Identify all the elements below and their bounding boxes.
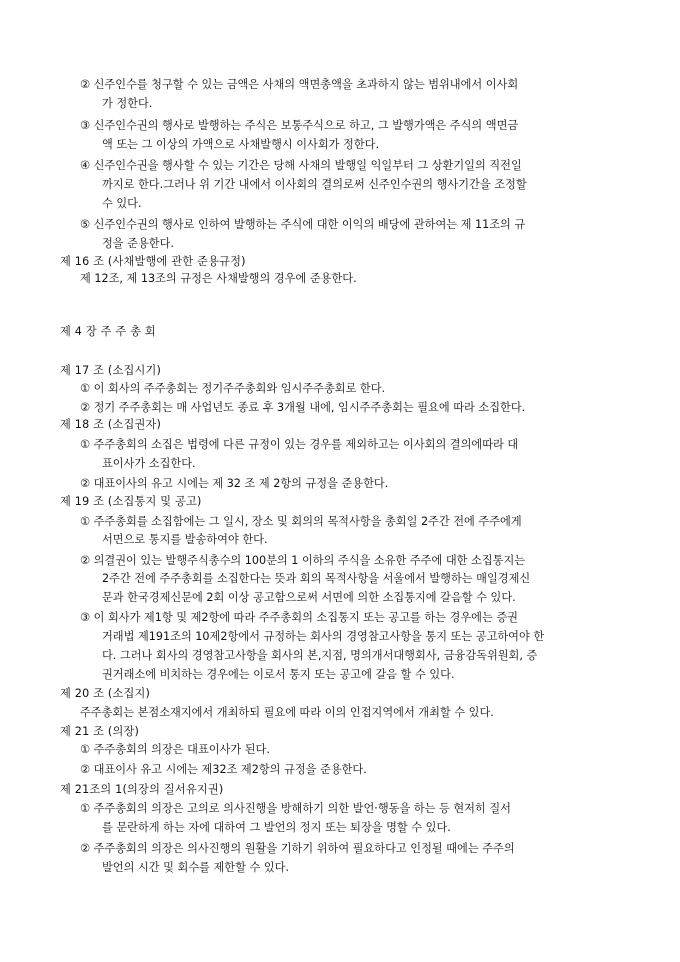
clause-17-heading: 제 17 조 (소집시기): [60, 364, 162, 377]
clause-18-item-1-cont: 표이사가 소집한다.: [102, 457, 196, 470]
clause-20-body: 주주총회는 본점소재지에서 개최하되 필요에 따라 이의 인접지역에서 개최할 수 있다.: [80, 706, 494, 719]
clause-21-heading: 제 21 조 (의장): [60, 725, 140, 738]
clause-17-item-1: ① 이 회사의 주주총회는 정기주주총회와 임시주주총회로 한다.: [80, 382, 386, 395]
clause-18-item-1: ① 주주총회의 소집은 법령에 다른 규정이 있는 경우를 제외하고는 이사회의 결의에따라 대: [80, 438, 519, 451]
clause-19-item-3: ③ 이 회사가 제1항 및 제2항에 따라 주주총회의 소집통지 또는 공고를 하는 경우에는 증권: [80, 611, 518, 624]
chapter-4-heading: 제 4 장 주 주 총 회: [60, 325, 156, 338]
clause-15-item-3: ③ 신주인수권의 행사로 발행하는 주식은 보통주식으로 하고, 그 발행가액은 주식의 액면금: [80, 119, 519, 132]
clause-21-1-item-2-cont: 발언의 시간 및 회수를 제한할 수 있다.: [102, 861, 290, 874]
clause-19-heading: 제 19 조 (소집통지 및 공고): [60, 495, 202, 508]
clause-21-item-1: ① 주주총회의 의장은 대표이사가 된다.: [80, 743, 270, 756]
clause-16-body: 제 12조, 제 13조의 규정은 사채발행의 경우에 준용한다.: [80, 272, 357, 285]
clause-15-item-2-cont: 가 정한다.: [102, 97, 153, 110]
clause-19-item-3-cont3: 권거래소에 비치하는 경우에는 이로서 통지 또는 공고에 갈음 할 수 있다.: [102, 668, 455, 681]
clause-19-item-3-cont: 거래법 제191조의 10제2항에서 규정하는 회사의 경영참고사항을 통지 또는 공고하여야 한: [102, 630, 545, 643]
clause-19-item-2-cont2: 문과 한국경제신문에 2회 이상 공고함으로써 서면에 의한 소집통지에 갈음할 수 있다.: [102, 591, 516, 604]
clause-15-item-4-cont2: 수 있다.: [102, 197, 142, 210]
clause-21-1-heading: 제 21조의 1(의장의 질서유지권): [60, 783, 224, 796]
clause-21-1-item-1-cont: 를 문란하게 하는 자에 대하여 그 발언의 정지 또는 퇴장을 명할 수 있다.: [102, 821, 451, 834]
clause-16-heading: 제 16 조 (사채발행에 관한 준용규정): [60, 255, 246, 268]
clause-15-item-2: ② 신주인수를 청구할 수 있는 금액은 사채의 액면총액을 초과하지 않는 범위내에서 이사회: [80, 78, 519, 91]
clause-21-item-2: ② 대표이사 유고 시에는 제32조 제2항의 규정을 준용한다.: [80, 763, 367, 776]
clause-19-item-1-cont: 서면으로 통지를 발송하여야 한다.: [102, 533, 268, 546]
clause-18-item-2: ② 대표이사의 유고 시에는 제 32 조 제 2항의 규정을 준용한다.: [80, 477, 389, 490]
clause-21-1-item-1: ① 주주총회의 의장은 고의로 의사진행을 방해하기 의한 발언·행동을 하는 등 현저히 질서: [80, 802, 511, 815]
clause-21-1-item-2: ② 주주총회의 의장은 의사진행의 원활을 기하기 위하여 필요하다고 인정될 때에는 주주의: [80, 842, 515, 855]
clause-19-item-2: ② 의결권이 있는 발행주식총수의 100분의 1 이하의 주식을 소유한 주주에 대한 소집통지는: [80, 554, 526, 567]
clause-15-item-4-cont: 까지로 한다.그러나 위 기간 내에서 이사회의 결의로써 신주인수권의 행사기간을 조정할: [102, 178, 527, 191]
clause-19-item-2-cont: 2주간 전에 주주총회를 소집한다는 뜻과 회의 목적사항을 서울에서 발행하는 매일경제신: [102, 572, 531, 585]
clause-15-item-3-cont: 액 또는 그 이상의 가액으로 사채발행시 이사회가 정한다.: [102, 138, 380, 151]
clause-19-item-1: ① 주주총회를 소집함에는 그 일시, 장소 및 회의의 목적사항을 총회일 2주간 전에 주주에게: [80, 515, 522, 528]
clause-15-item-5: ⑤ 신주인수권의 행사로 인하여 발행하는 주식에 대한 이익의 배당에 관하여는 제 11조의 규: [80, 218, 526, 231]
clause-17-item-2: ② 정기 주주총회는 매 사업년도 종료 후 3개월 내에, 임시주주총회는 필요에 따라 소집한다.: [80, 401, 526, 414]
clause-20-heading: 제 20 조 (소집지): [60, 687, 151, 700]
clause-18-heading: 제 18 조 (소집권자): [60, 418, 162, 431]
clause-15-item-5-cont: 정을 준용한다.: [102, 237, 174, 250]
clause-15-item-4: ④ 신주인수권을 행사할 수 있는 기간은 당해 사채의 발행일 익일부터 그 상환기일의 직전일: [80, 159, 522, 172]
clause-19-item-3-cont2: 다. 그러나 회사의 경영참고사항을 회사의 본,지점, 명의개서대행회사, 금융감독위원회, 증: [102, 649, 538, 662]
